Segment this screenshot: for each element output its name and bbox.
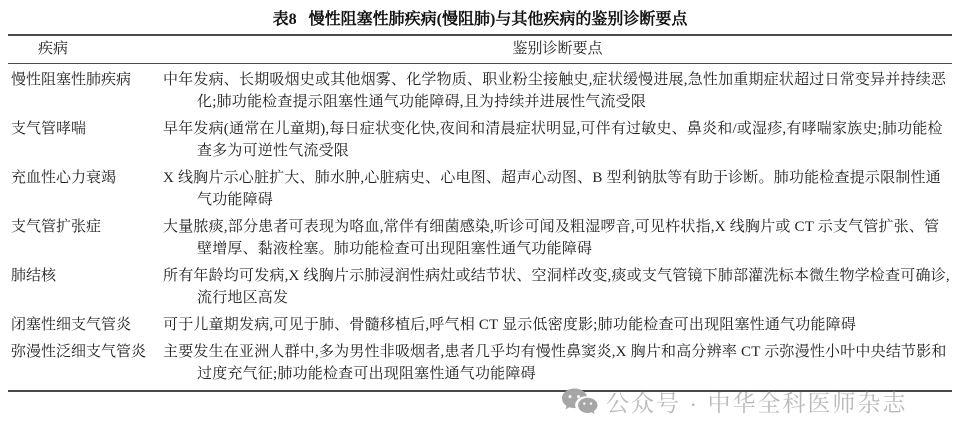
table-row xyxy=(8,262,952,311)
table-row xyxy=(8,338,952,387)
wechat-icon xyxy=(560,387,598,417)
table-row xyxy=(8,213,952,262)
table-row xyxy=(8,66,952,115)
table-row xyxy=(8,164,952,213)
table-row xyxy=(8,311,952,338)
points-cell: X 线胸片示心脏扩大、肺水肿,心脏病史、心电图、超声心动图、B 型利钠肽等有助于诊断。肺功能检查提示限制性通气功能障碍 xyxy=(163,170,941,208)
header-points: 鉴别诊断要点 xyxy=(512,41,603,57)
disease-cell: 肺结核 xyxy=(11,268,57,284)
diagnosis-table xyxy=(8,34,952,392)
points-cell: 大量脓痰,部分患者可表现为咯血,常伴有细菌感染,听诊可闻及粗湿啰音,可见杵状指,X 线胸片或 CT 示支气管扩张、管壁增厚、黏液栓塞。肺功能检查可出现阻塞性通气功能障碍 xyxy=(163,219,940,257)
disease-cell: 支气管扩张症 xyxy=(11,219,102,235)
disease-cell: 闭塞性细支气管炎 xyxy=(11,317,132,333)
watermark xyxy=(560,385,907,418)
header-disease: 疾病 xyxy=(38,41,69,57)
disease-cell: 充血性心力衰竭 xyxy=(11,170,117,186)
points-cell: 中年发病、长期吸烟史或其他烟雾、化学物质、职业粉尘接触史,症状缓慢进展,急性加重期症状超过日常变异并持续恶化;肺功能检查提示阻塞性通气功能障碍,且为持续并进展性气流受限 xyxy=(163,72,947,110)
table-number-label: 表8 xyxy=(272,11,297,28)
points-cell: 主要发生在亚洲人群中,多为男性非吸烟者,患者几乎均有慢性鼻窦炎,X 胸片和高分辨率 CT 示弥漫性小叶中央结节影和过度充气征;肺功能检查可出现阻塞性通气功能障碍 xyxy=(163,344,947,382)
points-cell: 可于儿童期发病,可见于肺、骨髓移植后,呼气相 CT 显示低密度影;肺功能检查可出现阻塞性通气功能障碍 xyxy=(163,317,857,333)
table-body xyxy=(8,64,952,390)
table-header-row xyxy=(8,36,952,64)
disease-cell: 慢性阻塞性肺疾病 xyxy=(11,72,132,88)
watermark-text: 公众号 · 中华全科医师杂志 xyxy=(606,390,908,416)
disease-cell: 支气管哮喘 xyxy=(11,121,87,137)
points-cell: 所有年龄均可发病,X 线胸片示肺浸润性病灶或结节状、空洞样改变,痰或支气管镜下肺部灌洗标本微生物学检查可确诊,流行地区高发 xyxy=(163,268,950,306)
disease-cell: 弥漫性泛细支气管炎 xyxy=(11,344,147,360)
table-row xyxy=(8,115,952,164)
table-title-text: 慢性阻塞性肺疾病(慢阻肺)与其他疾病的鉴别诊断要点 xyxy=(308,11,688,28)
points-cell: 早年发病(通常在儿童期),每日症状变化快,夜间和清晨症状明显,可伴有过敏史、鼻炎和/或湿疹,有哮喘家族史;肺功能检查多为可逆性气流受限 xyxy=(163,121,943,159)
table-title xyxy=(0,0,960,31)
